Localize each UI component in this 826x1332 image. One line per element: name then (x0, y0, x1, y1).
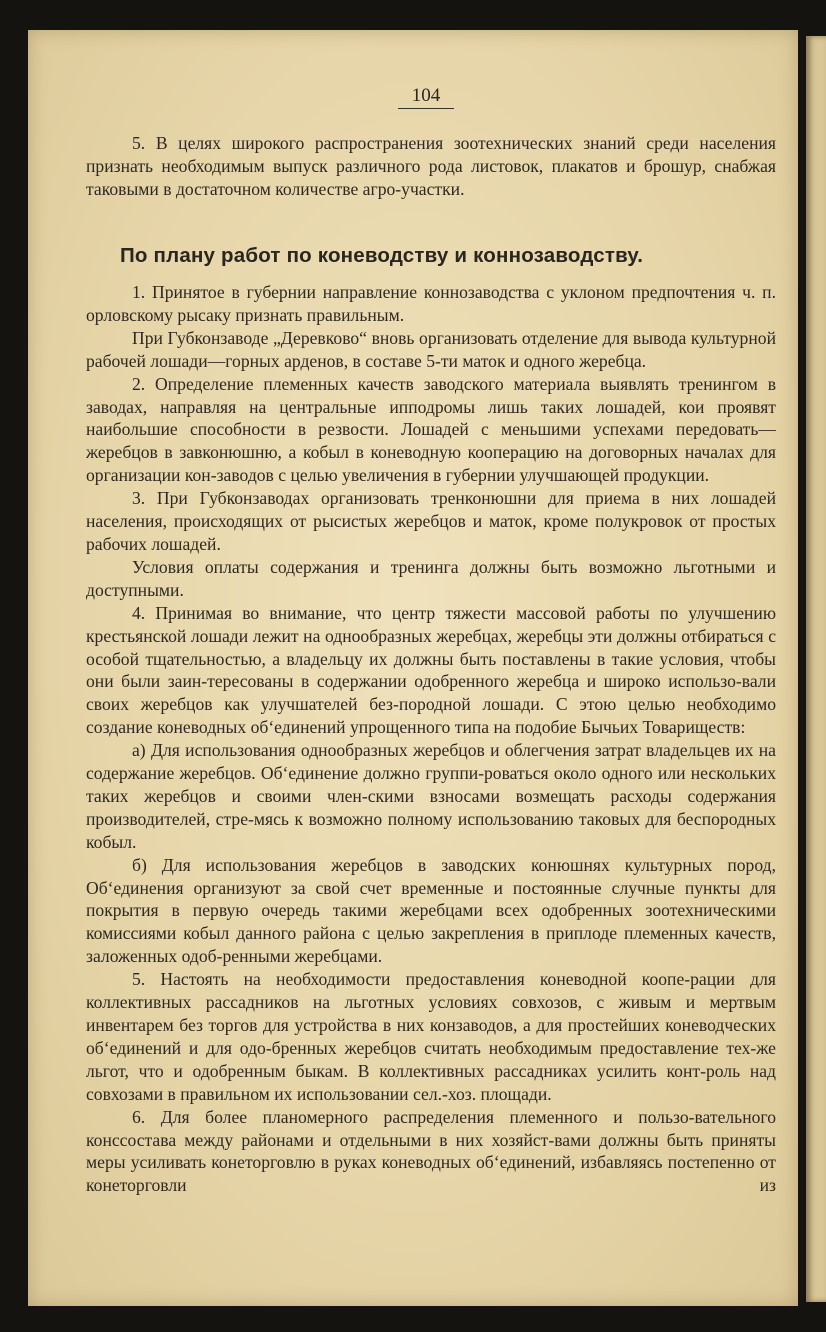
paragraph-6: 6. Для более планомерного распределения племенного и пользо-вательного конссостава между районами и отдельными в них хозяйст-вами должны быть приняты меры усиливать конеторговлю в руках коневодных об‘единений, избавляясь постепенно от конеторговли из (86, 1106, 776, 1196)
section-heading: По плану работ по коневодству и коннозаводству. (120, 244, 644, 267)
intro-paragraph: 5. В целях широкого распространения зоотехнических знаний среди населения признать необходимым выпуск различного рода листовок, плакатов и брошур, снабжая таковыми в достаточном количестве агро-участки. (86, 133, 776, 199)
paragraph-2: 2. Определение племенных качеств заводского материала выявлять тренингом в заводах, направляя на центральные ипподромы лишь таких лошадей, кои проявят наибольшие способности в резвости. Лошадей с меньшими успехами передовать—жеребцов в завконюшню, а кобыл в коневодную кооперацию на договорных началах для организации кон-заводов с целью увеличения в губернии улучшающей продукции. (86, 373, 776, 486)
paragraph-4a: а) Для использования однообразных жеребцов и облегчения затрат владельцев их на содержание жеребцов. Об‘единение должно группи-роваться около одного или нескольких таких жеребцов и своими член-скими взносами возмещать расходы содержания производителей, стре-мясь к возможно полному использованию таковых для беспородных кобыл. (86, 740, 776, 852)
paragraph-4b: б) Для использования жеребцов в заводских конюшнях культурных пород, Об‘единения организуют за свой счет временные и постоянные случные пункты для покрытия в первую очередь такими жеребцами всех одобренных зоотехническими комиссиями кобыл данного района с целью закрепления в приплоде племенных качеств, заложенных одоб-ренными жеребцами. (86, 854, 776, 967)
page-number: 104 (398, 85, 454, 109)
paragraph-1: 1. Принятое в губернии направление коннозаводства с уклоном предпочтения ч. п. орловскому рысаку признать правильным. (86, 282, 776, 325)
section-body (86, 281, 776, 1197)
intro-block (86, 132, 776, 201)
paragraph-5: 5. Настоять на необходимости предоставления коневодной коопе-рации для коллективных рассадников на льготных условиях совхозов, с живым и мертвым инвентарем без торгов для устройства в них конзаводов, а для простейших коневодческих об‘единений и для одо-бренных жеребцов считать необходимым предоставление тех-же льгот, что и одобренным быкам. В коллективных рассадниках усилить конт-роль над совхозами в правильном их использовании сел.-хоз. площади. (86, 969, 776, 1104)
paragraph-4: 4. Принимая во внимание, что центр тяжести массовой работы по улучшению крестьянской лошади лежит на однообразных жеребцах, жеребцы эти должны отбираться с особой тщательностью, а владельцу их должны быть поставлены в такие условия, чтобы они были заин-тересованы в содержании одобренного жеребца и широко использо-вали своих жеребцов как улучшателей без-породной лошади. С этою целью необходимо создание коневодных об‘единений упрощенного типа на подобие Бычьих Товариществ: (86, 602, 776, 738)
paragraph-3: 3. При Губконзаводах организовать тренконюшни для приема в них лошадей населения, происходящих от рысистых жеребцов и маток, кроме полукровок от простых рабочих лошадей. (86, 488, 776, 554)
paragraph-3-conditions: Условия оплаты содержания и тренинга должны быть возможно льготными и доступными. (86, 556, 776, 600)
adjacent-page-edge (806, 36, 826, 1302)
paragraph-1-deverkovo: При Губконзаводе „Деревково“ вновь организовать отделение для вывода культурной рабочей лошади—горных арденов, в составе 5-ти маток и одного жеребца. (86, 327, 776, 371)
